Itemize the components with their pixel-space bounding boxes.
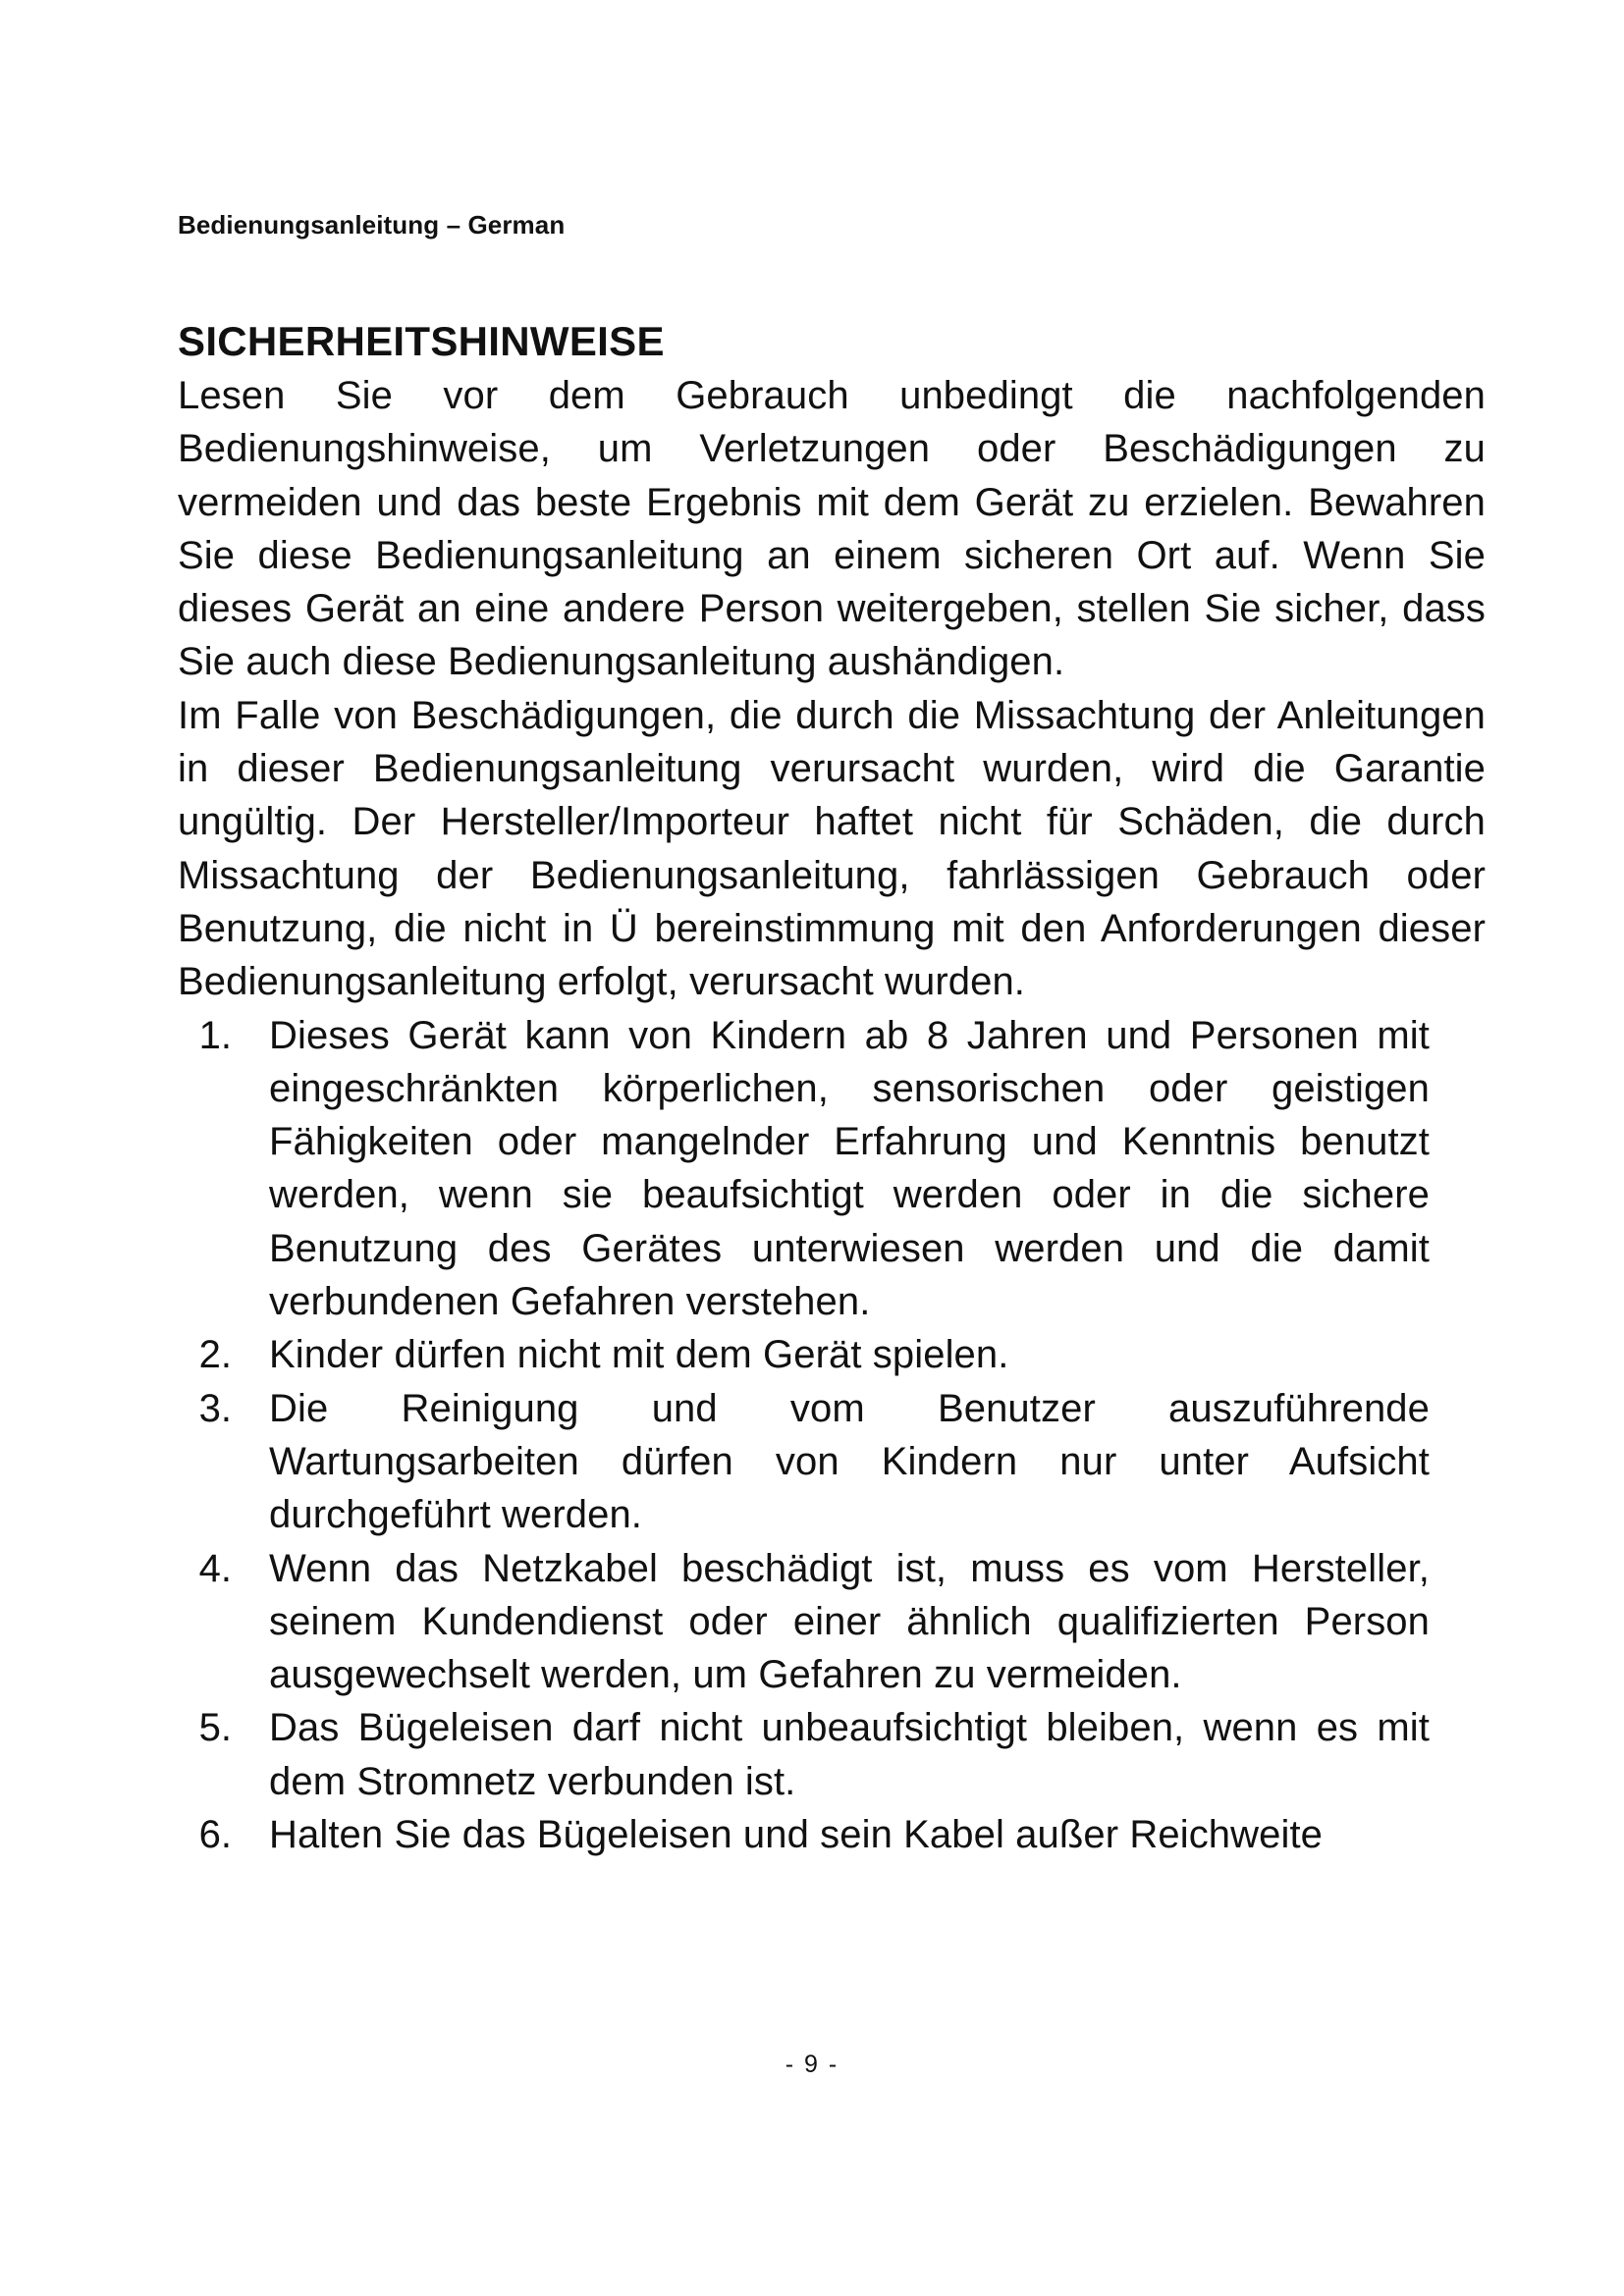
list-item-number: 1. bbox=[198, 1013, 232, 1057]
list-item-number: 4. bbox=[198, 1546, 232, 1590]
section-title: SICHERHEITSHINWEISE bbox=[178, 318, 665, 364]
list-item-5 bbox=[158, 1701, 1430, 1808]
warranty-paragraph: Im Falle von Beschädigungen, die durch die Missachtung der Anleitungen in dieser Bedienungsanleitung verursacht wurden, wird die Garantie ungültig. Der Hersteller/Importeur haftet nicht für Schäden, die durch Missachtung der Bedienungsanleitung, fahrlässigen Gebrauch oder Benutzung, die nicht in Ü bereinstimmung mit den Anforderungen dieser Bedienungsanleitung erfolgt, verursacht wurden. bbox=[178, 693, 1486, 1004]
list-item-text: Wenn das Netzkabel beschädigt ist, muss es vom Hersteller, seinem Kundendienst oder einer ähnlich qualifizierten Person ausgewechselt werden, um Gefahren zu vermeiden. bbox=[269, 1546, 1430, 1697]
list-item-text: Halten Sie das Bügeleisen und sein Kabel außer Reichweite bbox=[269, 1813, 1324, 1857]
list-item-text: Kinder dürfen nicht mit dem Gerät spielen. bbox=[269, 1333, 1009, 1377]
intro-paragraph: Lesen Sie vor dem Gebrauch unbedingt die nachfolgenden Bedienungshinweise, um Verletzungen oder Beschädigungen zu vermeiden und das beste Ergebnis mit dem Gerät zu erzielen. Bewahren Sie diese Bedienungsanleitung an einem sicheren Ort auf. Wenn Sie dieses Gerät an eine andere Person weitergeben, stellen Sie sicher, dass Sie auch diese Bedienungsanleitung aushändigen. bbox=[178, 374, 1486, 684]
list-item-number: 2. bbox=[198, 1333, 232, 1377]
list-item-2 bbox=[158, 1328, 1430, 1381]
list-item-6 bbox=[158, 1808, 1430, 1861]
list-item-number: 6. bbox=[198, 1813, 232, 1857]
list-item-1 bbox=[158, 1009, 1430, 1329]
main-content bbox=[178, 314, 1486, 1861]
safety-instructions-list bbox=[158, 1009, 1430, 1862]
list-item-number: 3. bbox=[198, 1386, 232, 1430]
list-item-text: Dieses Gerät kann von Kindern ab 8 Jahren und Personen mit eingeschränkten körperlichen, sensorischen oder geistigen Fähigkeiten oder mangelnder Erfahrung und Kenntnis benutzt werden, wenn sie beaufsichtigt werden oder in die sichere Benutzung des Gerätes unterwiesen werden und die damit verbundenen Gefahren verstehen. bbox=[269, 1013, 1430, 1324]
list-item-3 bbox=[158, 1382, 1430, 1542]
list-item-4 bbox=[158, 1542, 1430, 1702]
list-item-text: Die Reinigung und vom Benutzer auszuführende Wartungsarbeiten dürfen von Kindern nur unter Aufsicht durchgeführt werden. bbox=[269, 1386, 1430, 1537]
page-number: - 9 - bbox=[785, 2051, 839, 2078]
running-header: Bedienungsanleitung – German bbox=[178, 210, 566, 240]
list-item-number: 5. bbox=[198, 1706, 232, 1750]
list-item-text: Das Bügeleisen darf nicht unbeaufsichtigt bleiben, wenn es mit dem Stromnetz verbunden ist. bbox=[269, 1706, 1430, 1803]
